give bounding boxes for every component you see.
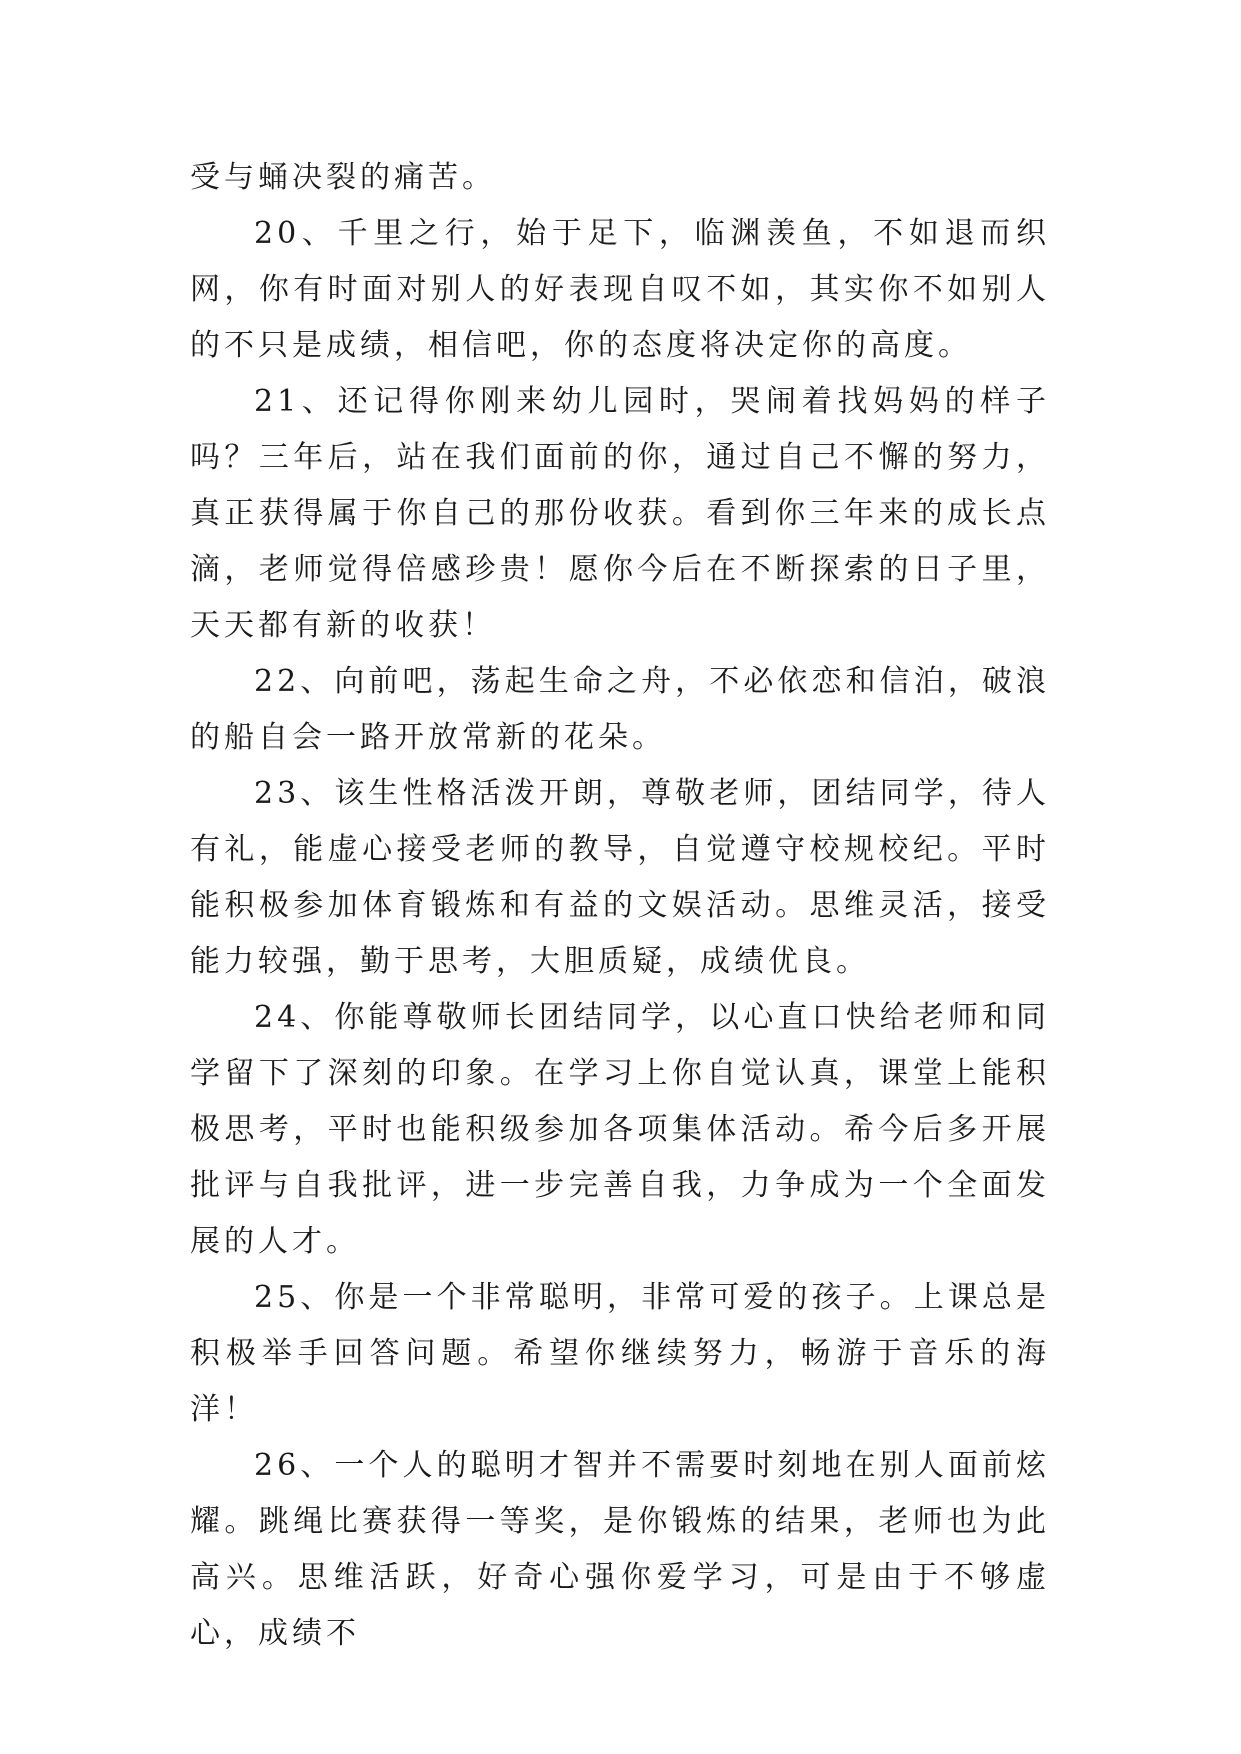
paragraph-item-24: 24、你能尊敬师长团结同学，以心直口快给老师和同学留下了深刻的印象。在学习上你自觉认真，课堂上能积极思考，平时也能积级参加各项集体活动。希今后多开展批评与自我批评，进一步完善自我，力争成为一个全面发展的人才。 <box>190 1000 1050 1259</box>
paragraph-item-20: 20、千里之行，始于足下，临渊羡鱼，不如退而织网，你有时面对别人的好表现自叹不如，其实你不如别人的不只是成绩，相信吧，你的态度将决定你的高度。 <box>190 216 1050 363</box>
document-body <box>190 150 1050 1662</box>
paragraph-item-26: 26、一个人的聪明才智并不需要时刻地在别人面前炫耀。跳绳比赛获得一等奖，是你锻炼的结果，老师也为此高兴。思维活跃，好奇心强你爱学习，可是由于不够虚心，成绩不 <box>190 1448 1050 1651</box>
paragraph-continuation: 受与蛹决裂的痛苦。 <box>190 160 496 195</box>
paragraph-item-23: 23、该生性格活泼开朗，尊敬老师，团结同学，待人有礼，能虚心接受老师的教导，自觉遵守校规校纪。平时能积极参加体育锻炼和有益的文娱活动。思维灵活，接受能力较强，勤于思考，大胆质疑，成绩优良。 <box>190 776 1050 979</box>
paragraph-item-21: 21、还记得你刚来幼儿园时，哭闹着找妈妈的样子吗？三年后，站在我们面前的你，通过自己不懈的努力，真正获得属于你自己的那份收获。看到你三年来的成长点滴，老师觉得倍感珍贵！愿你今后在不断探索的日子里，天天都有新的收获！ <box>190 384 1050 643</box>
paragraph-item-22: 22、向前吧，荡起生命之舟，不必依恋和信泊，破浪的船自会一路开放常新的花朵。 <box>190 664 1050 755</box>
paragraph-item-25: 25、你是一个非常聪明，非常可爱的孩子。上课总是积极举手回答问题。希望你继续努力，畅游于音乐的海洋！ <box>190 1280 1050 1427</box>
